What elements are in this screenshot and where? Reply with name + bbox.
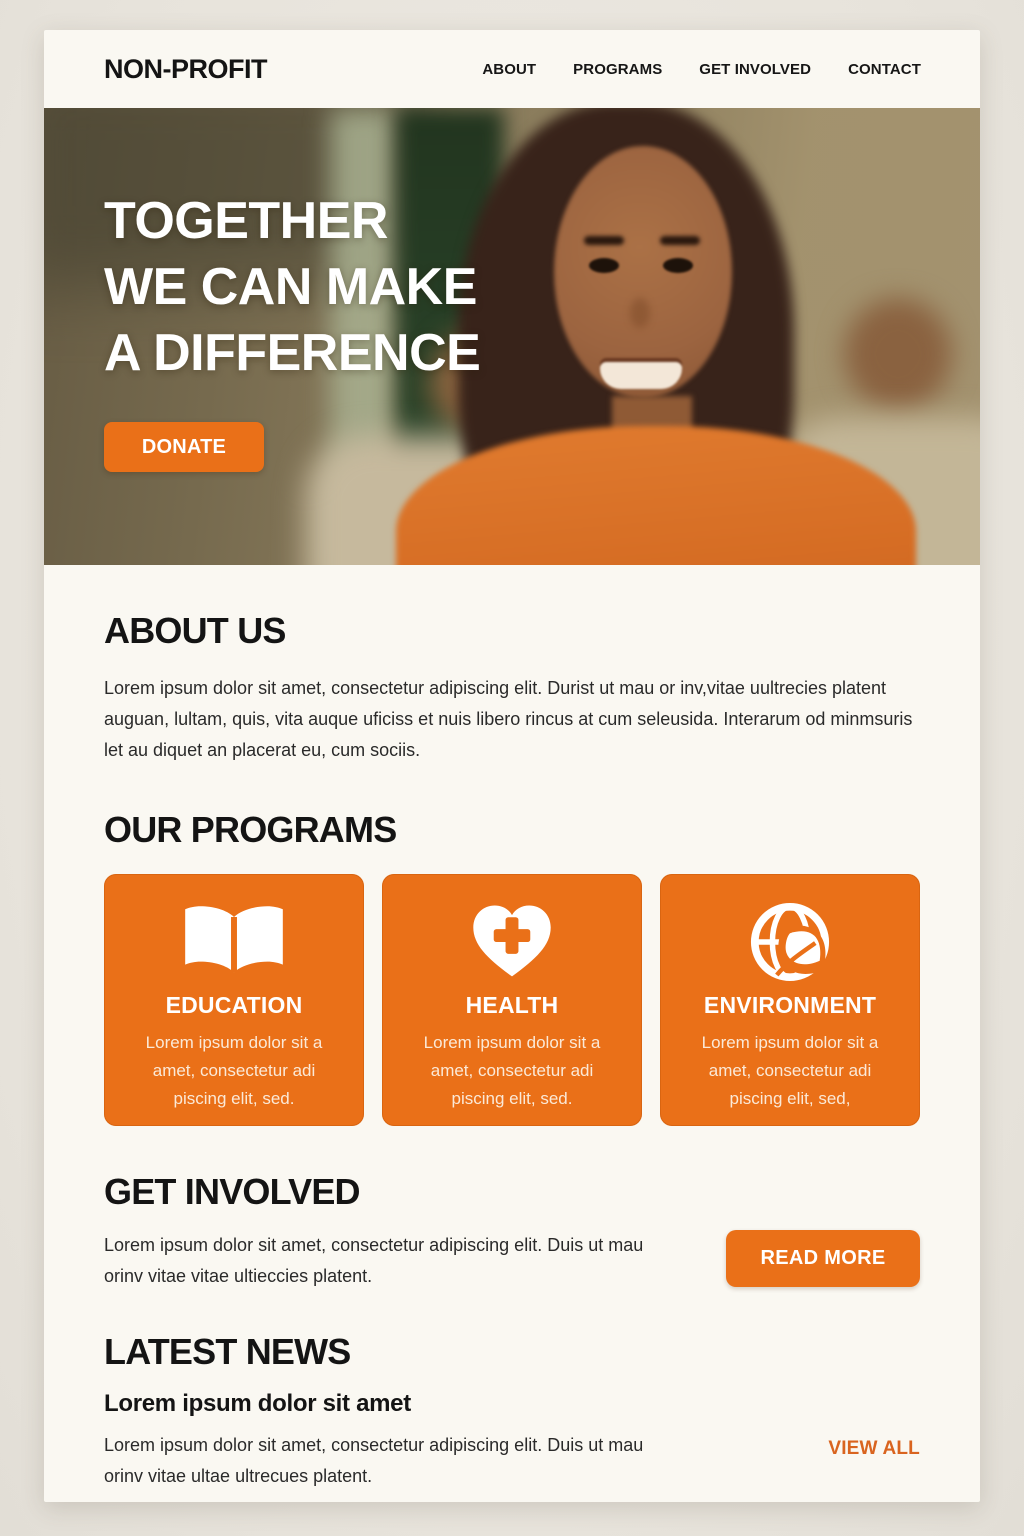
about-section bbox=[44, 611, 980, 766]
hero-headline-line3: A DIFFERENCE bbox=[104, 324, 481, 382]
view-all-link[interactable]: VIEW ALL bbox=[828, 1438, 920, 1459]
program-card-body: Lorem ipsum dolor sit a amet, consectetur adi piscing elit, sed. bbox=[145, 1033, 323, 1108]
hero-photo-girl-smile bbox=[600, 362, 682, 389]
hero-photo-girl-brow bbox=[660, 236, 700, 245]
latest-news-section bbox=[44, 1332, 980, 1492]
hero-photo-girl-brow bbox=[584, 236, 624, 245]
hero-banner bbox=[44, 108, 980, 565]
hero-photo-girl-nose bbox=[630, 298, 650, 328]
hero-headline-line1: TOGETHER bbox=[104, 192, 388, 250]
program-card-environment[interactable] bbox=[660, 874, 920, 1126]
program-card-title: HEALTH bbox=[465, 992, 559, 1018]
get-involved-body: Lorem ipsum dolor sit amet, consectetur adipiscing elit. Duis ut mau orinv vitae vitae ultieccies platent. bbox=[104, 1235, 644, 1286]
latest-news-title: LATEST NEWS bbox=[104, 1331, 351, 1372]
programs-section bbox=[44, 810, 980, 1126]
program-card-title: EDUCATION bbox=[165, 992, 303, 1018]
book-icon bbox=[184, 898, 284, 986]
news-article-title[interactable]: Lorem ipsum dolor sit amet bbox=[104, 1390, 411, 1417]
program-card-health[interactable] bbox=[382, 874, 642, 1126]
hero-photo-girl-eye bbox=[589, 258, 619, 273]
nav-item-contact[interactable]: CONTACT bbox=[848, 60, 921, 78]
program-cards bbox=[104, 874, 920, 1126]
program-card-education[interactable] bbox=[104, 874, 364, 1126]
program-card-body: Lorem ipsum dolor sit a amet, consectetur adi piscing elit, sed. bbox=[423, 1033, 601, 1108]
hero-photo-boy-right bbox=[844, 298, 952, 410]
site-header bbox=[44, 30, 980, 108]
hero-photo-girl-face bbox=[554, 146, 732, 398]
program-card-body: Lorem ipsum dolor sit a amet, consectetur adi piscing elit, sed, bbox=[701, 1033, 879, 1108]
hero-photo-girl-eye bbox=[663, 258, 693, 273]
program-card-title: ENVIRONMENT bbox=[703, 992, 877, 1018]
programs-title: OUR PROGRAMS bbox=[104, 809, 397, 850]
get-involved-title: GET INVOLVED bbox=[104, 1171, 360, 1212]
hero-headline bbox=[104, 188, 480, 386]
nav-item-get-involved[interactable]: GET INVOLVED bbox=[699, 60, 812, 78]
about-body: Lorem ipsum dolor sit amet, consectetur adipiscing elit. Durist ut mau or inv,vitae uultrecies platent auguan, lultam, quis, vita auque uficiss et nuis libero rincus at cum seleusida. Interarum od minmsuris let au diquet an placerat eu, cum sociis. bbox=[104, 678, 913, 760]
news-article-body: Lorem ipsum dolor sit amet, consectetur adipiscing elit. Duis ut mau orinv vitae ultae ultrecues platent. bbox=[104, 1435, 644, 1486]
globe-leaf-icon bbox=[746, 898, 834, 986]
about-title: ABOUT US bbox=[104, 610, 286, 651]
donate-button[interactable]: DONATE bbox=[104, 422, 264, 472]
site-logo[interactable]: NON-PROFIT bbox=[104, 53, 267, 84]
heart-cross-icon bbox=[469, 898, 555, 986]
main-nav bbox=[482, 61, 921, 78]
hero-headline-line2: WE CAN MAKE bbox=[104, 258, 477, 316]
read-more-button[interactable]: READ MORE bbox=[726, 1230, 920, 1287]
nav-item-programs[interactable]: PROGRAMS bbox=[573, 60, 663, 78]
nav-item-about[interactable]: ABOUT bbox=[482, 60, 537, 78]
nonprofit-page bbox=[44, 30, 980, 1502]
get-involved-section bbox=[44, 1172, 980, 1292]
